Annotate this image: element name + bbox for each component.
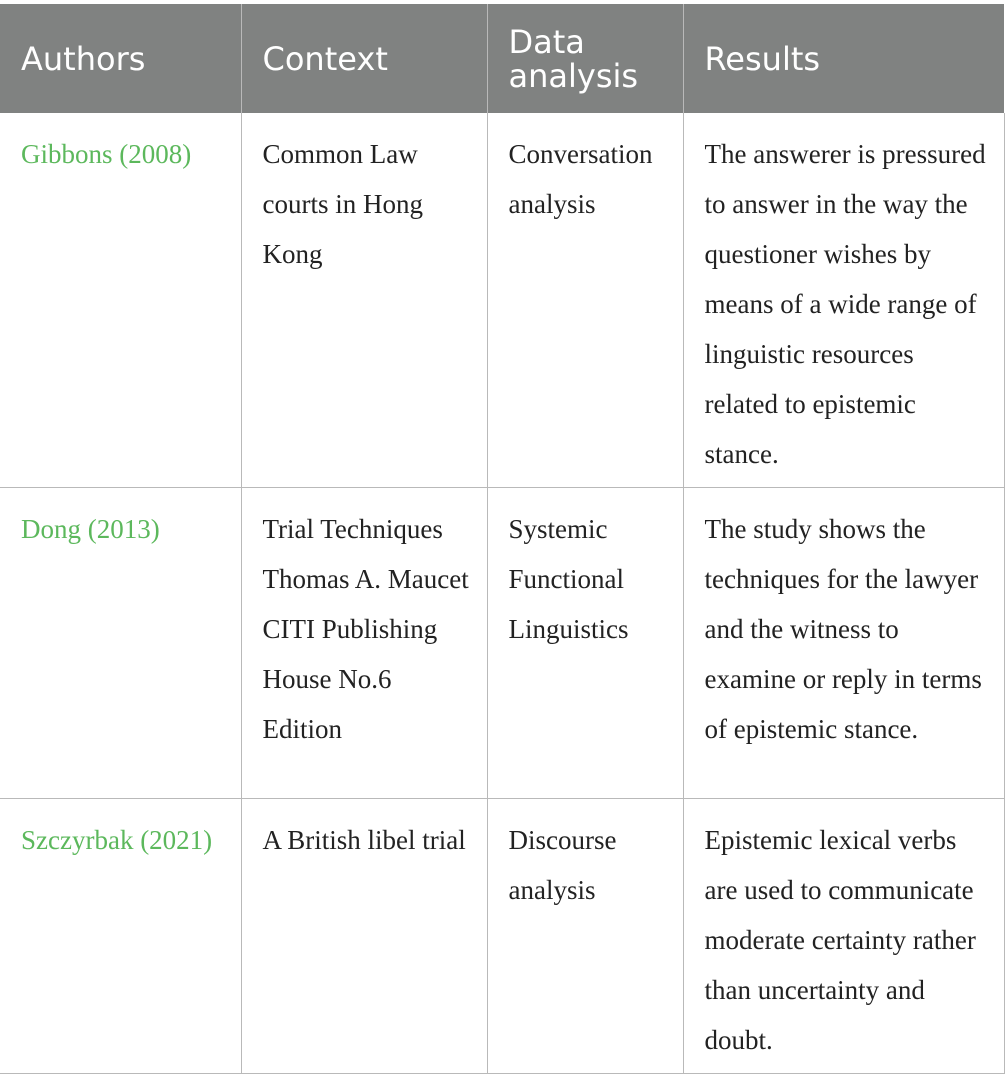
literature-table: [0, 4, 1005, 1074]
cell-context: A British libel trial: [241, 799, 487, 1074]
cell-author: Gibbons (2008): [0, 113, 241, 488]
cell-results: The study shows the techniques for the lawyer and the witness to examine or reply in terms of epistemic stance.: [683, 488, 1004, 799]
header-row: [0, 4, 1004, 113]
header-context: Context: [241, 4, 487, 113]
cell-data-analysis: Systemic Functional Linguistics: [487, 488, 683, 799]
header-results: Results: [683, 4, 1004, 113]
table-row: [0, 799, 1004, 1074]
cell-author: Dong (2013): [0, 488, 241, 799]
header-data-analysis: Data analysis: [487, 4, 683, 113]
cell-context: Common Law courts in Hong Kong: [241, 113, 487, 488]
cell-data-analysis: Discourse analysis: [487, 799, 683, 1074]
table-row: [0, 488, 1004, 799]
cell-author: Szczyrbak (2021): [0, 799, 241, 1074]
cell-results: The answerer is pressured to answer in the way the questioner wishes by means of a wide range of linguistic resources related to epistemic stance.: [683, 113, 1004, 488]
cell-context: Trial Techniques Thomas A. Maucet CITI Publishing House No.6 Edition: [241, 488, 487, 799]
cell-results: Epistemic lexical verbs are used to communicate moderate certainty rather than uncertainty and doubt.: [683, 799, 1004, 1074]
table-body: [0, 113, 1004, 1074]
table-header: [0, 4, 1004, 113]
cell-data-analysis: Conversation analysis: [487, 113, 683, 488]
header-authors: Authors: [0, 4, 241, 113]
table-row: [0, 113, 1004, 488]
